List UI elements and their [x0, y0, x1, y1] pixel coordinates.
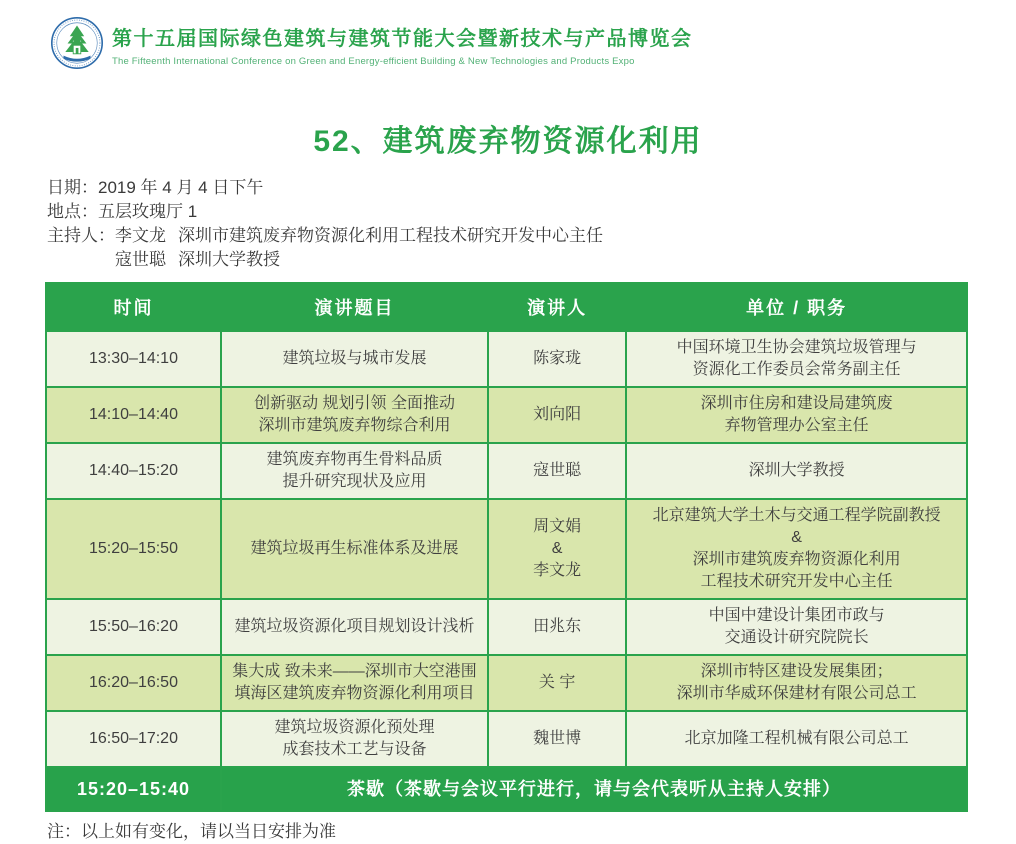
- table-row: [46, 655, 967, 711]
- cell-speaker: 魏世博: [488, 711, 626, 767]
- cell-topic: 建筑废弃物再生骨料品质 提升研究现状及应用: [221, 443, 488, 499]
- cell-time: 13:30–14:10: [46, 331, 221, 387]
- cell-time: 15:50–16:20: [46, 599, 221, 655]
- session-title: 52、建筑废弃物资源化利用: [313, 125, 703, 158]
- cell-topic: 建筑垃圾再生标准体系及进展: [221, 499, 488, 599]
- cell-topic: 建筑垃圾与城市发展: [221, 331, 488, 387]
- host-1-title: 深圳市建筑废弃物资源化利用工程技术研究开发中心主任: [178, 226, 603, 245]
- cell-topic: 建筑垃圾资源化项目规划设计浅析: [221, 599, 488, 655]
- cell-org: 深圳大学教授: [626, 443, 967, 499]
- col-header-topic: 演讲题目: [221, 283, 488, 331]
- conference-title-en: The Fifteenth International Conference on Green and Energy-efficient Building & New Technologies and Products Expo: [112, 56, 635, 67]
- host-1-name: 李文龙: [115, 226, 166, 245]
- cell-time: 14:10–14:40: [46, 387, 221, 443]
- tea-break-row: [46, 767, 967, 811]
- cell-org: 深圳市特区建设发展集团； 深圳市华威环保建材有限公司总工: [626, 655, 967, 711]
- session-info: [47, 176, 1016, 272]
- cell-time: 16:20–16:50: [46, 655, 221, 711]
- cell-org: 北京加隆工程机械有限公司总工: [626, 711, 967, 767]
- cell-org: 中国环境卫生协会建筑垃圾管理与 资源化工作委员会常务副主任: [626, 331, 967, 387]
- footer-note: 注：以上如有变化，请以当日安排为准: [47, 822, 336, 841]
- table-header-row: [46, 283, 967, 331]
- cell-speaker: 周文娟 & 李文龙: [488, 499, 626, 599]
- schedule-table: [45, 282, 968, 812]
- cell-speaker: 陈家珑: [488, 331, 626, 387]
- cell-time: 15:20–15:50: [46, 499, 221, 599]
- host-2-name: 寇世聪: [115, 250, 166, 269]
- table-row: [46, 331, 967, 387]
- cell-speaker: 刘向阳: [488, 387, 626, 443]
- page-header: [0, 0, 1016, 92]
- table-row: [46, 443, 967, 499]
- date-value: 2019 年 4 月 4 日下午: [98, 178, 264, 197]
- cell-org: 深圳市住房和建设局建筑废 弃物管理办公室主任: [626, 387, 967, 443]
- table-row: [46, 711, 967, 767]
- banner-titles: [112, 22, 693, 67]
- cell-time: 14:40–15:20: [46, 443, 221, 499]
- conference-logo-icon: [50, 16, 104, 70]
- col-header-org: 单位 / 职务: [626, 283, 967, 331]
- table-row: [46, 387, 967, 443]
- cell-org: 北京建筑大学土木与交通工程学院副教授 & 深圳市建筑废弃物资源化利用 工程技术研究开发中心主任: [626, 499, 967, 599]
- cell-speaker: 田兆东: [488, 599, 626, 655]
- table-row: [46, 599, 967, 655]
- cell-speaker: 关 宇: [488, 655, 626, 711]
- info-host-line-2: [47, 248, 1016, 272]
- cell-org: 中国中建设计集团市政与 交通设计研究院院长: [626, 599, 967, 655]
- col-header-time: 时间: [46, 283, 221, 331]
- cell-topic: 集大成 致未来——深圳市大空港围 填海区建筑废弃物资源化利用项目: [221, 655, 488, 711]
- info-venue-line: [47, 200, 1016, 224]
- conference-title-cn: 第十五届国际绿色建筑与建筑节能大会暨新技术与产品博览会: [112, 28, 693, 50]
- cell-time: 16:50–17:20: [46, 711, 221, 767]
- cell-topic: 创新驱动 规划引领 全面推动 深圳市建筑废弃物综合利用: [221, 387, 488, 443]
- tea-break-text: 茶歇（茶歇与会议平行进行，请与会代表听从主持人安排）: [221, 767, 967, 811]
- schedule-table-body: [46, 331, 967, 811]
- info-host-line-1: [47, 224, 1016, 248]
- info-date-line: [47, 176, 1016, 200]
- date-label: 日期：: [47, 178, 98, 197]
- venue-value: 五层玫瑰厅 1: [98, 202, 198, 221]
- host-2-title: 深圳大学教授: [178, 250, 280, 269]
- tea-break-time: 15:20–15:40: [46, 767, 221, 811]
- table-row: [46, 499, 967, 599]
- cell-speaker: 寇世聪: [488, 443, 626, 499]
- col-header-speaker: 演讲人: [488, 283, 626, 331]
- host-label: 主持人：: [47, 226, 115, 245]
- venue-label: 地点：: [47, 202, 98, 221]
- cell-topic: 建筑垃圾资源化预处理 成套技术工艺与设备: [221, 711, 488, 767]
